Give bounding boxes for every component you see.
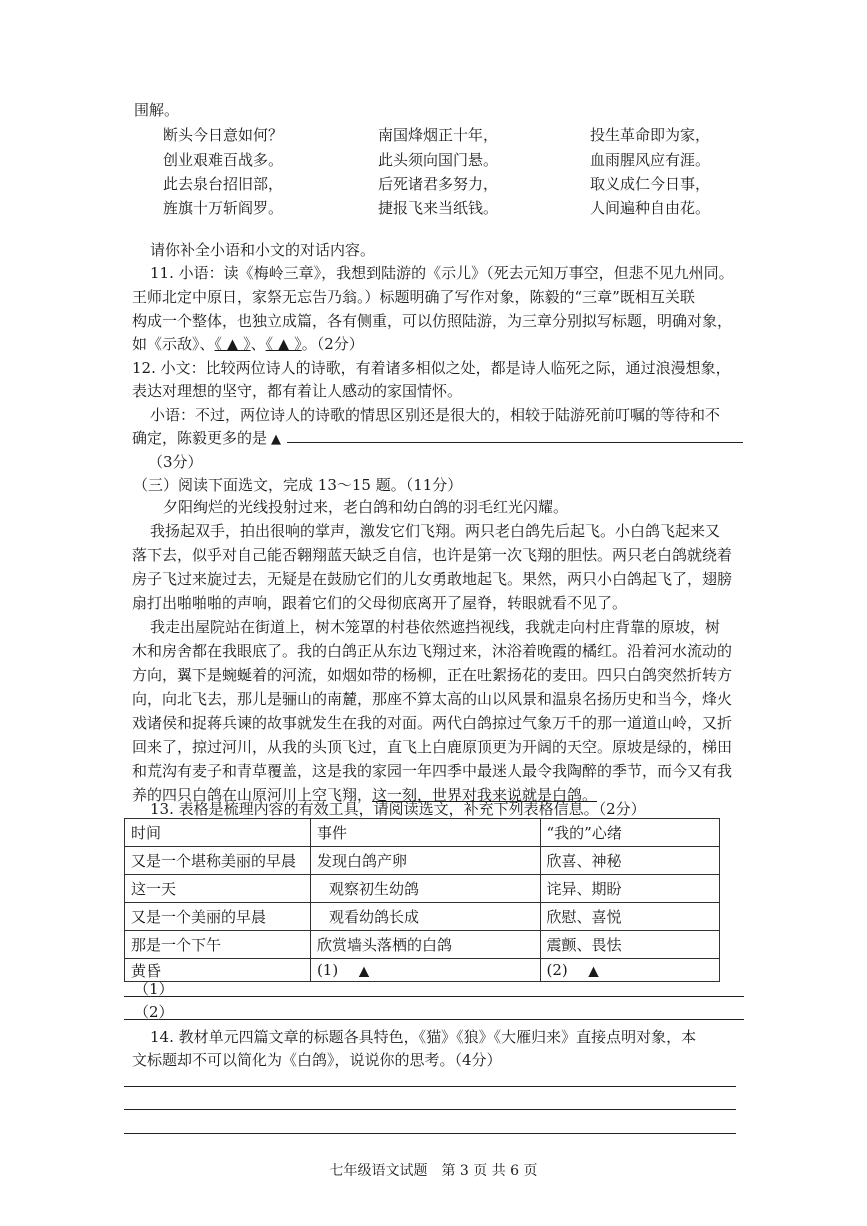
answer-line[interactable] xyxy=(124,1019,744,1020)
poem-line: 取义成仁今日事， xyxy=(590,175,711,193)
q11-line xyxy=(132,334,737,354)
q12-line: 小语：不过，两位诗人的诗歌的情思区别还是很大的，相较于陆游死前叮嘱的等待和不 xyxy=(150,406,721,424)
answer-cell[interactable] xyxy=(310,959,540,982)
table-cell: 震颤、畏怯 xyxy=(540,931,720,959)
q12-line xyxy=(132,428,737,450)
q14-line: 文标题却不可以简化为《白鸽》，说说你的思考。（4分） xyxy=(132,1051,502,1069)
q12-line: 表达对理想的坚守，都有着让人感动的家国情怀。 xyxy=(132,382,463,400)
answer-blank[interactable]: 《 ▲ 》 xyxy=(214,335,251,353)
poem-line: 血雨腥风应有涯。 xyxy=(590,151,711,169)
poem-line: 后死诸君多努力， xyxy=(378,175,499,193)
table-cell: 观看幼鸽长成 xyxy=(310,903,540,931)
passage-text: 养的四只白鸽在山原河川上空飞翔， xyxy=(132,786,373,804)
underlined-sentence: 这一刻，世界对我来说就是白鸽。 xyxy=(372,786,598,804)
table-header-row xyxy=(125,819,720,847)
blank-label: (1) xyxy=(316,961,339,979)
table-header: “我的”心绪 xyxy=(540,819,720,847)
passage-line: 方向，翼下是蜿蜒着的河流，如烟如带的杨柳，正在吐絮扬花的麦田。四只白鸽突然折转方 xyxy=(132,666,733,684)
triangle-icon: ▲ xyxy=(271,432,282,447)
passage-line: 我扬起双手，拍出很响的掌声，激发它们飞翔。两只老白鸽先后起飞。小白鸽飞起来又 xyxy=(150,522,721,540)
question-13: 13. 表格是梳理内容的有效工具，请阅读选文，补充下列表格信息。（2分） xyxy=(150,800,646,818)
info-table xyxy=(124,818,720,982)
table-cell: 诧异、期盼 xyxy=(540,875,720,903)
passage-line: 木和房舍都在我眼底了。我的白鸽正从东边飞翔过来，沐浴着晚霞的橘红。沿着河水流动的 xyxy=(132,642,733,660)
triangle-icon: ▲ xyxy=(588,964,599,979)
passage-line: 落下去，似乎对自己能否翱翔蓝天缺乏自信，也许是第一次飞翔的胆怯。两只老白鸽就绕着 xyxy=(132,546,733,564)
q14-line: 14. 教材单元四篇文章的标题各具特色，《猫》《狼》《大雁归来》直接点明对象，本 xyxy=(150,1028,697,1046)
poem-line: 捷报飞来当纸钱。 xyxy=(378,199,499,217)
table-cell: 那是一个下午 xyxy=(125,931,311,959)
poem-line: 断头今日意如何？ xyxy=(163,126,284,144)
q11-text: 如《示敌》、 xyxy=(132,335,215,353)
table-cell: 欣喜、神秘 xyxy=(540,847,720,875)
table-row xyxy=(125,875,720,903)
triangle-icon: ▲ xyxy=(358,964,369,979)
dialog-prompt: 请你补全小语和小文的对话内容。 xyxy=(150,241,376,259)
passage-line: 向，向北飞去，那儿是骊山的南麓，那座不算太高的山以风景和温泉名扬历史和当今，烽火 xyxy=(132,690,733,708)
answer-line[interactable] xyxy=(287,442,743,443)
q12-score: （3分） xyxy=(148,453,203,471)
passage-line: 扇打出啪啪啪的声响，跟着它们的父母彻底离开了屋脊，转眼就看不见了。 xyxy=(132,594,628,612)
answer-line[interactable] xyxy=(124,1086,736,1087)
answer-line[interactable] xyxy=(124,996,744,997)
poem-line: 人间遍种自由花。 xyxy=(590,199,711,217)
passage-line: 回来了，掠过河川，从我的头顶飞过，直飞上白鹿原顶更为开阔的天空。原坡是绿的，梯田 xyxy=(132,738,733,756)
answer-label-1: （1） xyxy=(134,980,174,998)
table-header: 时间 xyxy=(125,819,311,847)
table-row xyxy=(125,959,720,982)
poem-line: 南国烽烟正十年， xyxy=(378,126,499,144)
table-cell: 又是一个堪称美丽的早晨 xyxy=(125,847,311,875)
answer-blank[interactable]: 《 ▲ 》 xyxy=(265,335,302,353)
table-cell: 发现白鸽产卵 xyxy=(310,847,540,875)
poem-line: 此去泉台招旧部， xyxy=(163,175,284,193)
table-row xyxy=(125,847,720,875)
q11-line: 王师北定中原日，家祭无忘告乃翁。）标题明确了写作对象，陈毅的“三章”既相互关联 xyxy=(132,288,695,306)
table-cell: 又是一个美丽的早晨 xyxy=(125,903,311,931)
q11-score: 。（2分） xyxy=(301,335,364,353)
q12-line: 12. 小文：比较两位诗人的诗歌，有着诸多相似之处，都是诗人临死之际，通过浪漫想象， xyxy=(132,359,731,377)
table-cell: 这一天 xyxy=(125,875,311,903)
answer-label-2: （2） xyxy=(134,1003,174,1021)
section-3-heading: （三）阅读下面选文，完成 13～15 题。（11分） xyxy=(133,476,463,494)
passage-line: 戏诸侯和捉蒋兵谏的故事就发生在我的对面。两代白鸽掠过气象万千的那一道道山岭，又折 xyxy=(132,714,733,732)
q11-sep: 、 xyxy=(250,335,266,353)
answer-line[interactable] xyxy=(124,1133,736,1134)
passage-line: 我走出屋院站在街道上，树木笼罩的村巷依然遮挡视线，我就走向村庄背靠的原坡，树 xyxy=(150,618,721,636)
intro-tail: 围解。 xyxy=(134,101,180,119)
passage-line: 夕阳绚烂的光线投射过来，老白鸽和幼白鸽的羽毛红光闪耀。 xyxy=(163,498,569,516)
q11-line: 11. 小语：读《梅岭三章》，我想到陆游的《示儿》（死去元知万事空，但悲不见九州同。 xyxy=(150,264,734,282)
page-footer: 七年级语文试题 第 3 页 共 6 页 xyxy=(329,1163,538,1179)
poem-line: 投生革命即为家， xyxy=(590,126,711,144)
table-cell: 欣慰、喜悦 xyxy=(540,903,720,931)
table-cell: 黄昏 xyxy=(125,959,311,982)
table-row xyxy=(125,903,720,931)
q11-line: 构成一个整体，也独立成篇，各有侧重，可以仿照陆游，为三章分别拟写标题，明确对象， xyxy=(132,312,733,330)
table-cell: 欣赏墙头落栖的白鸽 xyxy=(310,931,540,959)
passage-line: 和荒沟有麦子和青草覆盖，这是我的家园一年四季中最迷人最令我陶醉的季节，而今又有我 xyxy=(132,762,733,780)
table-row xyxy=(125,931,720,959)
poem-line: 创业艰难百战多。 xyxy=(163,151,284,169)
answer-line[interactable] xyxy=(124,1109,736,1110)
poem-line: 此头须向国门悬。 xyxy=(378,151,499,169)
table-header: 事件 xyxy=(310,819,540,847)
poem-line: 旌旗十万斩阎罗。 xyxy=(163,199,284,217)
answer-cell[interactable] xyxy=(540,959,720,982)
q12-text: 确定，陈毅更多的是 xyxy=(132,429,268,447)
table-cell: 观察初生幼鸽 xyxy=(310,875,540,903)
blank-label: (2) xyxy=(546,961,568,979)
passage-line: 房子飞过来旋过去，无疑是在鼓励它们的儿女勇敢地起飞。果然，两只小白鸽起飞了，翅膀 xyxy=(132,570,733,588)
